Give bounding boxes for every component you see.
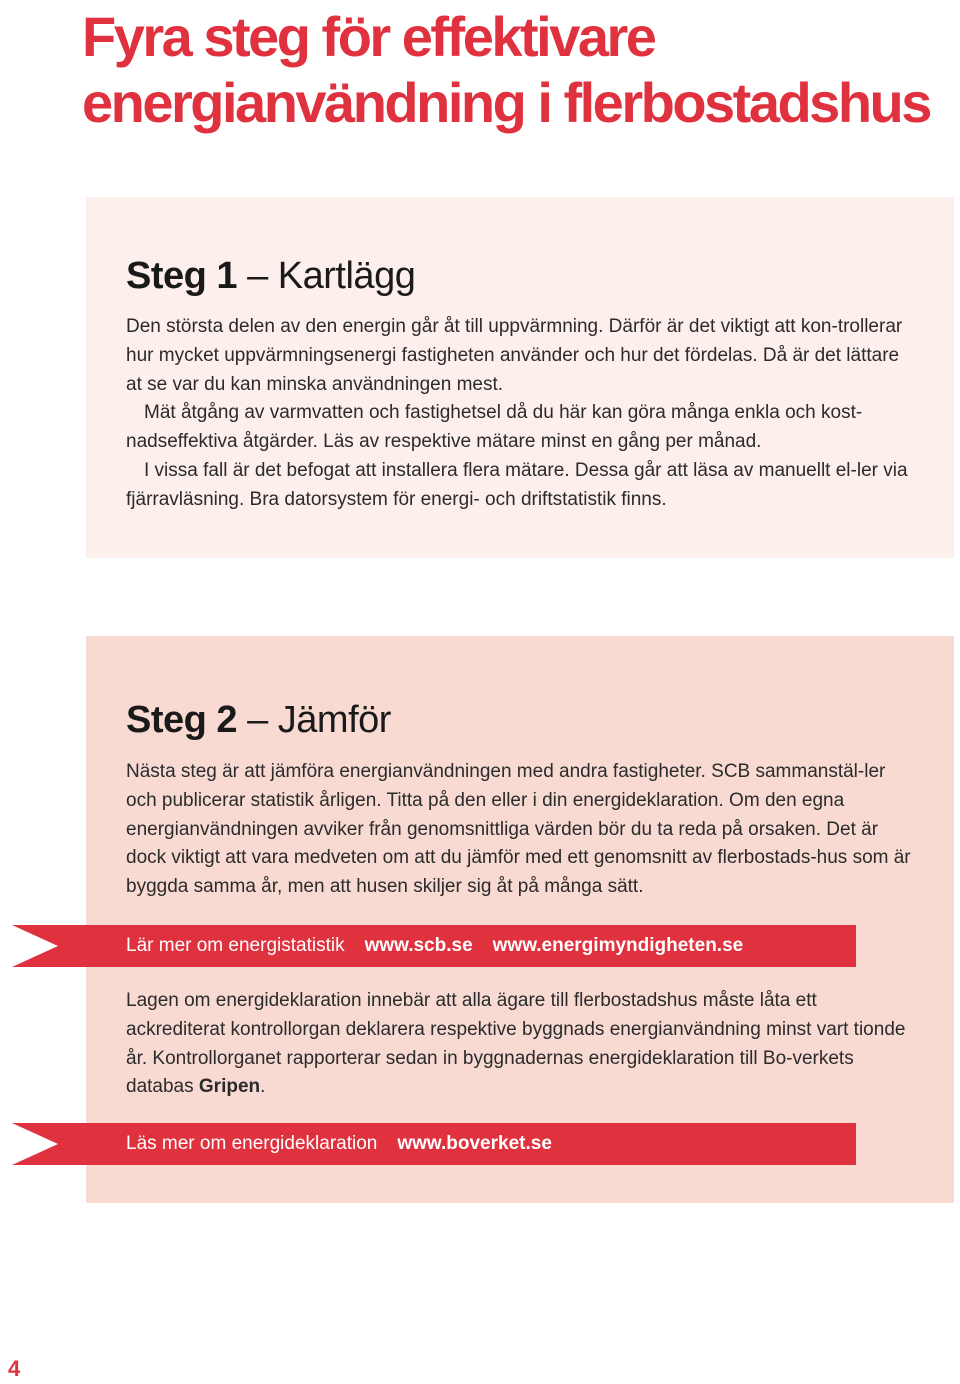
- energy-declaration-lead: Läs mer om energideklaration: [126, 1133, 378, 1154]
- step-2-heading: [126, 697, 391, 743]
- page-title: [82, 4, 960, 136]
- scb-link[interactable]: www.scb.se: [364, 935, 473, 956]
- gripen-label: Gripen: [198, 1076, 261, 1098]
- page-title-line-2: energianvändning i flerbostadshus: [82, 71, 930, 134]
- step-2-body-2: [126, 987, 916, 1102]
- step-1-separator: –: [237, 255, 278, 297]
- energy-declaration-banner-text: [126, 1123, 572, 1165]
- energimyndigheten-link[interactable]: www.energimyndigheten.se: [492, 935, 744, 956]
- energy-declaration-banner: [0, 1123, 856, 1165]
- step-2-paragraph-2: [126, 987, 916, 1102]
- step-2-paragraph-2-end: .: [260, 1076, 266, 1098]
- page-title-line-1: Fyra steg för effektivare: [82, 5, 655, 68]
- step-1-body: [126, 313, 916, 515]
- step-2-paragraph-1: Nästa steg är att jämföra energianvändningen med andra fastigheter. SCB sammanstäl-ler och publicerar statistik årligen. Titta på den eller i din energideklaration. Om den egna energianvändningen avviker från genomsnittliga värden bör du ta reda på orsaken. Det är dock viktigt att vara medveten om att du jämför med ett genomsnitt av flerbostads-hus som är byggda samma år, men att husen skiljer sig åt på många sätt.: [126, 761, 911, 898]
- energy-statistics-lead: Lär mer om energistatistik: [126, 935, 345, 956]
- boverket-link[interactable]: www.boverket.se: [397, 1133, 552, 1154]
- step-2-separator: –: [237, 699, 278, 741]
- step-1-paragraph-2: Mät åtgång av varmvatten och fastighetsel då du här kan göra många enkla och kost-nadseffektiva åtgärder. Läs av respektive mätare minst en gång per månad.: [126, 402, 863, 453]
- step-1-paragraph-3: I vissa fall är det befogat att installera flera mätare. Dessa går att läsa av manuellt el-ler via fjärravläsning. Bra datorsystem för energi- och driftstatistik finns.: [126, 459, 908, 510]
- step-1-number: Steg 1: [126, 255, 238, 297]
- step-2-number: Steg 2: [126, 699, 238, 741]
- energy-statistics-banner: [0, 925, 856, 967]
- step-1-heading: [126, 253, 415, 299]
- step-1-paragraph-1: Den största delen av den energin går åt till uppvärmning. Därför är det viktigt att kon-trollerar hur mycket uppvärmningsenergi fastigheten använder och hur det fördelas. Då är det lättare at se var du kan minska användningen mest.: [126, 316, 903, 395]
- step-2-panel: [86, 636, 954, 1203]
- step-2-name: Jämför: [277, 699, 391, 741]
- energy-statistics-banner-text: [126, 925, 763, 967]
- step-2-body: [126, 758, 916, 902]
- step-1-name: Kartlägg: [277, 255, 416, 297]
- step-2-paragraph-2-text: Lagen om energideklaration innebär att alla ägare till flerbostadshus måste låta ett ackrediterat kontrollorgan deklarera respektive byggnads energianvändning minst vart tionde år. Kontrollorganet rapporterar sedan in byggnadernas energideklaration till Bo-verkets databas: [126, 990, 906, 1098]
- page-number: 4: [8, 1356, 21, 1381]
- step-1-panel: [86, 197, 954, 558]
